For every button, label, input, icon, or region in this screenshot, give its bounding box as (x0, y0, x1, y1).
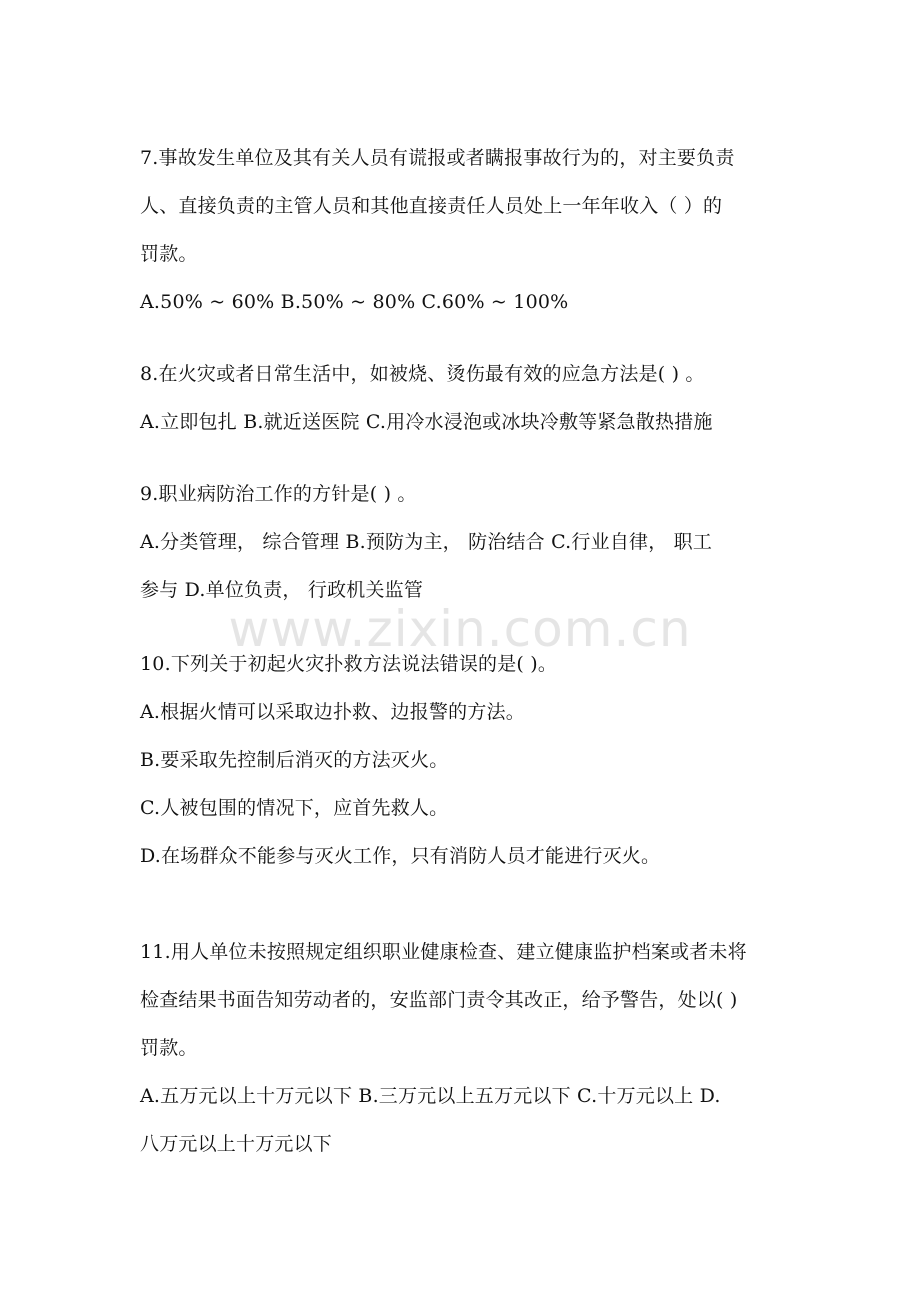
q10-option-c: C.人被包围的情况下，应首先救人。 (140, 797, 449, 819)
q10-option-b: B.要采取先控制后消灭的方法灭火。 (140, 749, 449, 771)
q10-line-1: 10.下列关于初起火灾扑救方法说法错误的是( )。 (140, 653, 558, 675)
q7-line-2: 人、直接负责的主管人员和其他直接责任人员处上一年年收入（ ）的 (140, 195, 723, 217)
q7-line-1: 7.事故发生单位及其有关人员有谎报或者瞒报事故行为的，对主要负责 (140, 147, 735, 169)
q11-options-1: A.五万元以上十万元以下 B.三万元以上五万元以下 C.十万元以上 D. (140, 1085, 721, 1107)
q9-options-1: A.分类管理， 综合管理 B.预防为主， 防治结合 C.行业自律， 职工 (140, 531, 713, 553)
q7-options: A.50% ~ 60% B.50% ~ 80% C.60% ~ 100% (140, 291, 569, 313)
q11-line-3: 罚款。 (140, 1037, 198, 1059)
q8-options: A.立即包扎 B.就近送医院 C.用冷水浸泡或冰块冷敷等紧急散热措施 (140, 411, 713, 433)
q10-option-a: A.根据火情可以采取边扑救、边报警的方法。 (140, 701, 525, 723)
q11-options-2: 八万元以上十万元以下 (140, 1133, 333, 1155)
q7-line-3: 罚款。 (140, 243, 198, 265)
q10-option-d: D.在场群众不能参与灭火工作，只有消防人员才能进行灭火。 (140, 845, 661, 867)
q11-line-2: 检查结果书面告知劳动者的，安监部门责令其改正，给予警告，处以( ) (140, 989, 738, 1011)
q9-line-1: 9.职业病防治工作的方针是( ) 。 (140, 483, 417, 505)
q8-line-1: 8.在火灾或者日常生活中，如被烧、烫伤最有效的应急方法是( ) 。 (140, 363, 705, 385)
q9-options-2: 参与 D.单位负责， 行政机关监管 (140, 579, 424, 601)
q11-line-1: 11.用人单位未按照规定组织职业健康检查、建立健康监护档案或者未将 (140, 941, 747, 963)
watermark: www.zixin.com.cn (228, 600, 692, 658)
